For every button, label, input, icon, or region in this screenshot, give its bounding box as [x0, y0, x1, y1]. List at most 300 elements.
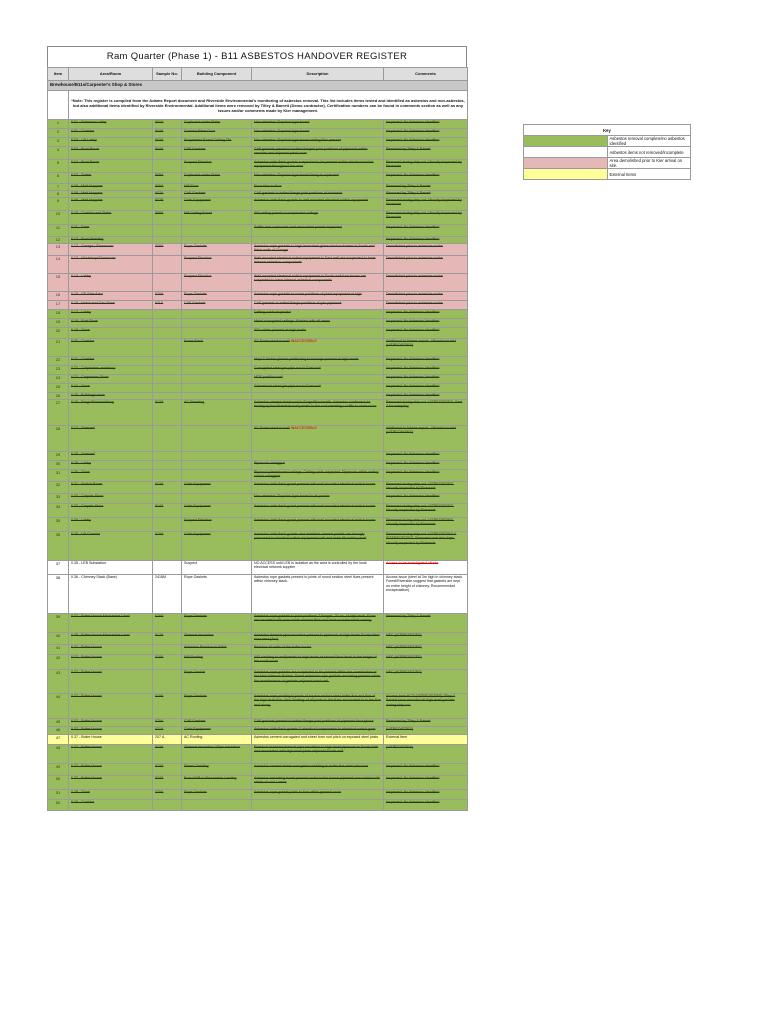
row-area-text: 0.23 - Carpenters Store	[71, 375, 109, 379]
row-building-component	[182, 244, 252, 256]
row-building-component-text: Asbestos Residue to Walls	[184, 645, 227, 649]
row-description	[252, 375, 384, 384]
row-comment	[384, 198, 468, 211]
row-area	[69, 357, 153, 366]
row-building-component	[182, 633, 252, 645]
row-description-text: Non asbestos 'Supalux' type board	[254, 129, 310, 133]
row-area-text: 0.36 - Chimney Stack (Base)	[71, 575, 117, 579]
row-area-text: 0.04 - Boot Room	[71, 160, 100, 164]
row-sample-number	[153, 400, 182, 426]
row-description	[252, 426, 384, 452]
row-building-component	[182, 532, 252, 561]
row-comment-text: Inspected. No Asbestos Identified	[386, 384, 440, 388]
row-comment	[384, 393, 468, 400]
row-area-text: 0.39 - Corridor	[71, 800, 95, 804]
row-area	[69, 694, 153, 719]
row-building-component-text: Thermal Insulation / Pipe Insulation	[184, 745, 241, 749]
row-sample-number	[153, 800, 182, 811]
row-comment	[384, 655, 468, 670]
row-sample-number	[153, 319, 182, 328]
row-area	[69, 138, 153, 147]
row-item-number	[48, 800, 69, 811]
row-building-component-text: Rope Gaskets	[184, 790, 207, 794]
register-row	[48, 504, 468, 518]
header-sample: Sample No.	[153, 68, 182, 81]
row-comment-text: Inspected. No Asbestos Identified	[386, 310, 440, 314]
row-sample-number	[153, 645, 182, 655]
row-area-text: 0.18 - Fuel Store	[71, 319, 98, 323]
row-item-number	[48, 274, 69, 292]
row-comment	[384, 452, 468, 461]
register-table	[47, 67, 468, 811]
row-description-text: Asbestos rope gaskets present to joints of round section steel flues present within chimney stack.	[254, 575, 374, 584]
row-sample-number	[153, 256, 182, 274]
row-sample-number-text: 004A	[155, 147, 164, 151]
row-item-number-text: 16	[55, 292, 61, 297]
row-sample-number	[153, 160, 182, 173]
row-area-text: 0.37 - Boiler House	[71, 694, 102, 698]
register-row	[48, 160, 468, 173]
row-area	[69, 147, 153, 160]
row-area-text: 0.14 - Lobby	[71, 274, 91, 278]
row-area	[69, 375, 153, 384]
row-description	[252, 225, 384, 237]
row-description	[252, 339, 384, 357]
row-sample-number	[153, 198, 182, 211]
header-row	[48, 68, 468, 81]
row-item-number	[48, 138, 69, 147]
row-comment-text: Demolished prior to asbestos works	[386, 256, 443, 260]
row-area	[69, 173, 153, 184]
row-area-text: 0.13 - Garage / Showroom	[71, 244, 114, 248]
row-sample-number-text: 019A	[155, 694, 164, 698]
row-area	[69, 274, 153, 292]
row-building-component	[182, 776, 252, 790]
row-item-number	[48, 575, 69, 614]
row-building-component-text: Cloth Equipment	[184, 482, 211, 486]
row-comment	[384, 400, 468, 426]
row-item-number	[48, 694, 69, 719]
row-area	[69, 400, 153, 426]
register-row	[48, 400, 468, 426]
row-comment	[384, 375, 468, 384]
row-building-component	[182, 735, 252, 745]
row-sample-number-text: 001A	[155, 120, 164, 124]
row-comment-text: Inspected. No Asbestos Identified	[386, 790, 440, 794]
row-description	[252, 800, 384, 811]
row-item-number-text: 25	[55, 384, 61, 389]
row-sample-number-text: 021A	[155, 727, 164, 731]
row-comment-text: Demolished prior to asbestos works	[386, 274, 443, 278]
row-sample-number-text: 013A	[155, 482, 164, 486]
row-building-component-text: Suspended Board Ceiling Tile	[184, 138, 232, 142]
row-area	[69, 237, 153, 244]
row-comment-text: Inspected. No Asbestos Identified	[386, 129, 440, 133]
row-item-number-text: 28	[55, 426, 61, 431]
row-comment	[384, 494, 468, 504]
row-comment	[384, 274, 468, 292]
row-area	[69, 426, 153, 452]
row-item-number	[48, 339, 69, 357]
row-item-number-text: 4	[56, 147, 60, 152]
row-comment	[384, 633, 468, 645]
row-building-component	[182, 237, 252, 244]
register-row	[48, 735, 468, 745]
row-item-number	[48, 532, 69, 561]
row-item-number	[48, 256, 69, 274]
row-building-component	[182, 461, 252, 470]
row-area	[69, 518, 153, 532]
row-building-component	[182, 310, 252, 319]
row-comment	[384, 129, 468, 138]
row-description	[252, 655, 384, 670]
row-building-component	[182, 256, 252, 274]
row-item-number	[48, 494, 69, 504]
row-comment-text: Additional to Adams report - Bituminous test (VITREOSITIES)	[386, 339, 456, 348]
register-row	[48, 727, 468, 735]
row-item-number	[48, 310, 69, 319]
register-row	[48, 328, 468, 339]
row-comment-text: (VITREOSITIES)	[386, 727, 414, 731]
row-item-number-text: 38	[55, 575, 61, 580]
row-building-component	[182, 129, 252, 138]
register-row	[48, 694, 468, 719]
row-item-number	[48, 470, 69, 482]
row-building-component	[182, 292, 252, 301]
key-swatch	[524, 147, 608, 158]
register-row	[48, 357, 468, 366]
row-item-number	[48, 160, 69, 173]
row-comment-text: Inspected. No Asbestos Identified	[386, 393, 440, 397]
row-item-number	[48, 518, 69, 532]
row-description-text: Asbestos cement sheet roof to Forge/Blacksmith. Asbestos confirmed via testing by the Riverside wall panels to the roof sheeting / soffits to store room	[254, 400, 377, 409]
row-comment	[384, 575, 468, 614]
row-area-text: 0.34 - Lobby	[71, 518, 91, 522]
row-building-component	[182, 764, 252, 776]
row-comment	[384, 727, 468, 735]
row-building-component-text: CAF Gaskets	[184, 147, 206, 151]
row-item-number-text: 37	[55, 561, 61, 566]
register-row	[48, 452, 468, 461]
row-comment-text: Removed by Tilley & Barrett	[386, 184, 431, 188]
row-area	[69, 452, 153, 461]
row-item-number-text: 49	[55, 764, 61, 769]
row-item-number	[48, 198, 69, 211]
row-item-number	[48, 790, 69, 800]
row-item-number	[48, 727, 69, 735]
row-description-text: Vinyl & timber glazed partitioning to boxings present at high levels	[254, 357, 359, 361]
row-item-number	[48, 319, 69, 328]
row-comment-text: Inspected. No Asbestos Identified	[386, 366, 440, 370]
register-row	[48, 561, 468, 575]
row-item-number	[48, 735, 69, 745]
row-building-component	[182, 518, 252, 532]
row-comment-text: Inspected. No Asbestos Identified	[386, 120, 440, 124]
row-building-component-text: Cupboard under Stairs	[184, 173, 221, 177]
row-description-text: Soffits and cupboards and associated panels inspected	[254, 225, 342, 229]
row-building-component	[182, 482, 252, 494]
row-item-number-text: 26	[55, 393, 61, 398]
row-item-number-text: 23	[55, 366, 61, 371]
row-item-number	[48, 393, 69, 400]
row-item-number-text: 8	[56, 191, 60, 196]
row-area-text: 0.07 - Toilets	[71, 173, 92, 177]
row-description	[252, 735, 384, 745]
row-comment-text: Inspected. No Asbestos Identified	[386, 357, 440, 361]
row-description	[252, 727, 384, 735]
row-area-text: 0.38 - Boiler House Mezzanine Level	[71, 633, 130, 637]
row-area-text: 0.37 - Boiler House	[71, 645, 102, 649]
row-sample-number	[153, 614, 182, 633]
row-sample-number-text: 002A	[155, 129, 164, 133]
row-building-component	[182, 225, 252, 237]
row-sample-number	[153, 384, 182, 393]
row-area	[69, 655, 153, 670]
row-area-text: 0.37 - Boiler House	[71, 670, 102, 674]
row-area	[69, 633, 153, 645]
register-row	[48, 518, 468, 532]
row-area-text: 0.17 - Lobby	[71, 310, 91, 314]
row-comment	[384, 173, 468, 184]
row-description	[252, 614, 384, 633]
row-description	[252, 147, 384, 160]
row-comment	[384, 670, 468, 694]
row-item-number	[48, 191, 69, 198]
row-building-component	[182, 575, 252, 614]
row-inaccessible-flag: INACCESSIBLE	[290, 339, 317, 343]
row-area	[69, 211, 153, 225]
row-area	[69, 120, 153, 129]
row-description	[252, 393, 384, 400]
row-item-number	[48, 375, 69, 384]
row-comment	[384, 719, 468, 727]
row-comment-text: Removed by Tilley & Barrett	[386, 191, 431, 195]
row-comment	[384, 614, 468, 633]
row-item-number	[48, 400, 69, 426]
row-item-number-text: 35	[55, 518, 61, 523]
key-row	[524, 169, 691, 180]
row-area-text: 0.22 - Carpenters workshop	[71, 366, 116, 370]
row-building-component-text: Mill Floor	[184, 184, 199, 188]
row-area	[69, 790, 153, 800]
row-area-text: 0.37 - Boiler House	[71, 655, 102, 659]
row-sample-number-text: 025A	[155, 790, 164, 794]
row-area-text: 0.11 - Toilet	[71, 225, 90, 229]
row-sample-number	[153, 301, 182, 310]
row-sample-number	[153, 633, 182, 645]
row-comment-text: Removed during strip out. VITREOSITIES & SITEREOSITIES. Removed over two days. Visually inspected by Riverside	[386, 532, 457, 545]
row-comment	[384, 384, 468, 393]
row-area	[69, 561, 153, 575]
row-building-component-text: Suspect Electrics	[184, 518, 212, 522]
row-description-text: AIB cables present at high levels	[254, 328, 307, 332]
row-building-component	[182, 655, 252, 670]
row-area-text: 0.32 - Carpets Store	[71, 494, 104, 498]
row-building-component-text: Cloth Equipment	[184, 532, 211, 536]
row-description	[252, 504, 384, 518]
row-item-number-text: 33	[55, 494, 61, 499]
row-description-text: Corrugated steel gas pipe run to East wall	[254, 366, 321, 370]
row-comment-text: Inspected. No Asbestos Identified	[386, 319, 440, 323]
row-sample-number	[153, 790, 182, 800]
row-description-text: AIB cladding to wall/panels to high levels at second floor level to the height of the south room	[254, 655, 377, 664]
header-description: Description	[252, 68, 384, 81]
key-row	[524, 158, 691, 169]
colour-key	[523, 124, 691, 180]
row-sample-number	[153, 694, 182, 719]
row-sample-number	[153, 274, 182, 292]
row-area	[69, 645, 153, 655]
row-building-component-text: Cloth Equipment	[184, 504, 211, 508]
row-comment	[384, 292, 468, 301]
register-row	[48, 211, 468, 225]
row-item-number-text: 21	[55, 339, 61, 344]
row-description-text: Asbestos rope gaskets to high level steel glass window frames in South and West walls of Garage	[254, 244, 375, 253]
row-description-text: Non asbestos 'Supalux' type board lining to cupboard	[254, 173, 339, 177]
row-comment-text: HSC (VITREOSITIES)	[386, 655, 422, 659]
row-description	[252, 366, 384, 375]
register-row	[48, 494, 468, 504]
row-description	[252, 764, 384, 776]
row-sample-number	[153, 225, 182, 237]
row-description	[252, 694, 384, 719]
row-description	[252, 256, 384, 274]
row-building-component-text: Thermal Insulation	[184, 633, 214, 637]
row-comment	[384, 160, 468, 173]
row-comment	[384, 776, 468, 790]
row-sample-number-text: 007B	[155, 198, 164, 202]
row-building-component	[182, 494, 252, 504]
row-building-component-text: Suspect Electrics	[184, 256, 212, 260]
register-row	[48, 532, 468, 561]
row-sample-number	[153, 244, 182, 256]
row-item-number	[48, 357, 69, 366]
register-row	[48, 745, 468, 764]
row-item-number-text: 11	[55, 225, 61, 230]
register-row	[48, 393, 468, 400]
header-area: Area/Room	[69, 68, 153, 81]
row-building-component	[182, 470, 252, 482]
row-building-component	[182, 274, 252, 292]
row-building-component	[182, 357, 252, 366]
row-area-text: 0.30 - Store	[71, 470, 90, 474]
row-comment	[384, 310, 468, 319]
row-sample-number	[153, 426, 182, 452]
row-comment	[384, 366, 468, 375]
row-description-text: Residual asbestos thermal pipe insulation to high level pipework to South Wall and associated with high level joints adjacent South wall	[254, 745, 379, 754]
register-row	[48, 138, 468, 147]
row-area	[69, 339, 153, 357]
row-area-text: 0.24 - Store	[71, 384, 90, 388]
row-comment-text: Inspected. No Asbestos Identified	[386, 494, 440, 498]
key-table	[523, 124, 691, 180]
row-comment-text: Inspected. No Asbestos Identified	[386, 138, 440, 142]
register-row	[48, 147, 468, 160]
row-comment-text: Access to be investigated off site	[386, 561, 439, 565]
row-area-text: 0.33 - Carpets Store	[71, 504, 104, 508]
key-row	[524, 147, 691, 158]
row-sample-number-text: 024A	[155, 776, 164, 780]
row-area	[69, 328, 153, 339]
row-description-text: CAF gaskets present to bolted flanged joint positions of pipework within services and adjacent plant room	[254, 147, 368, 156]
row-comment-text: Removed during strip out. VITREOSITIES. Visually inspected by Riverside	[386, 504, 454, 513]
row-description-text: Asbestos thermal pipe insulation present to pipework at high levels South West riser area (3x1)	[254, 633, 380, 642]
row-sample-number-text: 017A	[155, 633, 164, 637]
row-item-number	[48, 764, 69, 776]
row-area	[69, 256, 153, 274]
row-description	[252, 745, 384, 764]
row-comment-text: HSC (VITREOSITIES)	[386, 645, 422, 649]
row-area	[69, 494, 153, 504]
row-item-number	[48, 211, 69, 225]
row-area-text: 0.37 - Boiler House Mezzanine Level	[71, 614, 130, 618]
row-building-component	[182, 301, 252, 310]
register-row	[48, 319, 468, 328]
register-row	[48, 184, 468, 191]
row-area-text: 0.16 - Hatch and Gas Store	[71, 301, 115, 305]
row-comment-text: Demolished prior to asbestos works	[386, 292, 443, 296]
row-sample-number	[153, 310, 182, 319]
row-description	[252, 160, 384, 173]
row-description-text: Asbestos cloth flash guard present with wall mounted electrical switch boxes	[254, 482, 376, 486]
row-building-component	[182, 645, 252, 655]
register-row	[48, 274, 468, 292]
row-building-component	[182, 160, 252, 173]
row-sample-number-text: 023A	[155, 764, 164, 768]
row-description-text: Asbestos rope gaskets to joint positions 2 flanges. 20 no. of high level. Flues are insulated with man made mineral fibre and have no tube metal casing.	[254, 614, 376, 623]
row-item-number	[48, 670, 69, 694]
row-area	[69, 160, 153, 173]
row-comment-text: Inspected. No Asbestos Identified	[386, 764, 440, 768]
row-sample-number-text: 009A	[155, 244, 164, 248]
row-area	[69, 727, 153, 735]
row-area	[69, 461, 153, 470]
section-row	[48, 81, 468, 91]
row-sample-number	[153, 339, 182, 357]
register-row	[48, 426, 468, 452]
row-area-text: 0.29 - Lobby	[71, 461, 91, 465]
row-comment	[384, 764, 468, 776]
row-comment	[384, 211, 468, 225]
row-building-component	[182, 800, 252, 811]
row-area	[69, 670, 153, 694]
register-row	[48, 301, 468, 310]
row-sample-number-text: 005A	[155, 173, 164, 177]
row-item-number	[48, 292, 69, 301]
row-building-component	[182, 191, 252, 198]
row-item-number	[48, 719, 69, 727]
row-area-text: 0.15 - GF Side Area	[71, 292, 103, 296]
row-building-component	[182, 614, 252, 633]
row-area-text: 0.04 - Boot Room	[71, 147, 100, 151]
row-description-text: Asbestos rope gasket joints to flue within general room	[254, 790, 342, 794]
row-item-number	[48, 745, 69, 764]
row-description	[252, 237, 384, 244]
row-area	[69, 393, 153, 400]
row-area-text: 0.37 - Boiler House	[71, 719, 102, 723]
row-sample-number	[153, 670, 182, 694]
row-description	[252, 301, 384, 310]
header-comments: Comments	[384, 68, 468, 81]
row-area	[69, 764, 153, 776]
row-building-component-text: Rope Gaskets	[184, 244, 207, 248]
row-building-component-text: Mill Roofing	[184, 655, 203, 659]
row-sample-number	[153, 655, 182, 670]
register-row	[48, 800, 468, 811]
row-sample-number-text: 016A	[155, 614, 164, 618]
row-item-number	[48, 655, 69, 670]
row-description	[252, 244, 384, 256]
